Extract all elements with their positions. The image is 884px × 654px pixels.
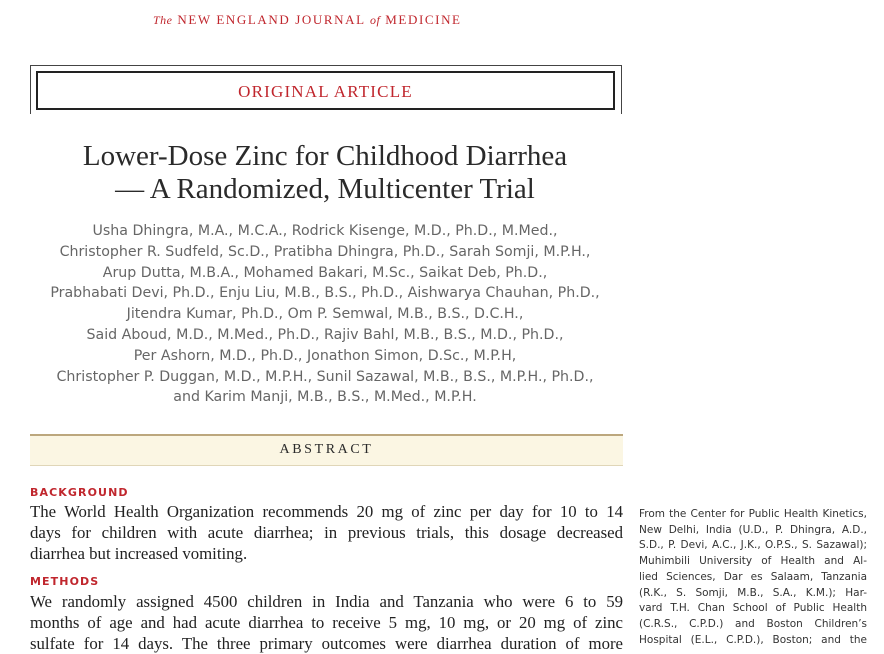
masthead-journal: NEW ENGLAND JOURNAL <box>177 12 366 27</box>
author-line: Prabhabati Devi, Ph.D., Enju Liu, M.B., B.S., Ph.D., Aishwarya Chauhan, Ph.D., <box>50 285 600 302</box>
article-type-label: ORIGINAL ARTICLE <box>238 82 413 101</box>
methods-line: sulfate for 14 days. The three primary outcomes were diarrhea duration of more <box>30 634 623 653</box>
article-title <box>30 140 620 206</box>
journal-masthead <box>153 12 513 28</box>
author-line: Christopher P. Duggan, M.D., M.P.H., Sunil Sazawal, M.B., B.S., M.P.H., Ph.D., <box>56 368 594 385</box>
abstract-heading: ABSTRACT <box>279 442 374 457</box>
affiliation-line: lied Sciences, Dar es Salaam, Tanzania <box>639 570 867 583</box>
abstract-heading-band <box>30 434 623 466</box>
masthead-the: The <box>153 13 173 27</box>
background-heading: BACKGROUND <box>30 486 129 499</box>
article-type-box <box>36 71 615 110</box>
affiliation-line: From the Center for Public Health Kinetics, <box>639 508 867 520</box>
title-line-1: Lower-Dose Zinc for Childhood Diarrhea <box>82 140 568 172</box>
methods-line: We randomly assigned 4500 children in India and Tanzania who were 6 to 59 <box>30 592 623 611</box>
title-line-2: — A Randomized, Multicenter Trial <box>115 173 535 205</box>
affiliation-line: S.D., P. Devi, A.C., J.K., O.P.S., S. Sazawal); <box>639 539 867 552</box>
affiliation-note <box>639 507 867 648</box>
affiliation-line: New Delhi, India (U.D., P. Dhingra, A.D., <box>639 523 867 536</box>
author-list <box>30 221 620 408</box>
author-line: and Karim Manji, M.B., B.S., M.Med., M.P.H. <box>173 389 477 406</box>
background-line: diarrhea but increased vomiting. <box>30 544 248 563</box>
background-line: The World Health Organization recommends 20 mg of zinc per day for 10 to 14 <box>30 502 623 521</box>
masthead-medicine: MEDICINE <box>385 12 462 27</box>
methods-text <box>30 591 623 654</box>
author-line: Jitendra Kumar, Ph.D., Om P. Semwal, M.B., B.S., D.C.H., <box>126 306 524 323</box>
author-line: Usha Dhingra, M.A., M.C.A., Rodrick Kisenge, M.D., Ph.D., M.Med., <box>92 223 558 239</box>
author-line: Christopher R. Sudfeld, Sc.D., Pratibha Dhingra, Ph.D., Sarah Somji, M.P.H., <box>59 243 591 260</box>
methods-heading: METHODS <box>30 575 100 588</box>
affiliation-line: Muhimbili University of Health and Al- <box>639 555 867 568</box>
author-line: Per Ashorn, M.D., Ph.D., Jonathon Simon, D.Sc., M.P.H, <box>133 347 517 364</box>
affiliation-line: (C.R.S., C.P.D.) and Boston Children’s <box>639 617 867 630</box>
masthead-of: of <box>370 13 381 27</box>
background-text <box>30 501 623 564</box>
background-line: days for children with acute diarrhea; in previous trials, this dosage decreased <box>30 523 623 542</box>
affiliation-line: vard T.H. Chan School of Public Health <box>639 602 867 615</box>
author-line: Said Aboud, M.D., M.Med., Ph.D., Rajiv Bahl, M.B., B.S., M.D., Ph.D., <box>86 326 564 343</box>
author-line: Arup Dutta, M.B.A., Mohamed Bakari, M.Sc., Saikat Deb, Ph.D., <box>102 264 548 281</box>
affiliation-line: Hospital (E.L., C.P.D.), Boston; and the <box>639 633 867 646</box>
methods-line: months of age and had acute diarrhea to receive 5 mg, 10 mg, or 20 mg of zinc <box>30 613 623 632</box>
affiliation-line: (R.K., S. Somji, M.B., S.A., K.M.); Har- <box>639 586 867 599</box>
